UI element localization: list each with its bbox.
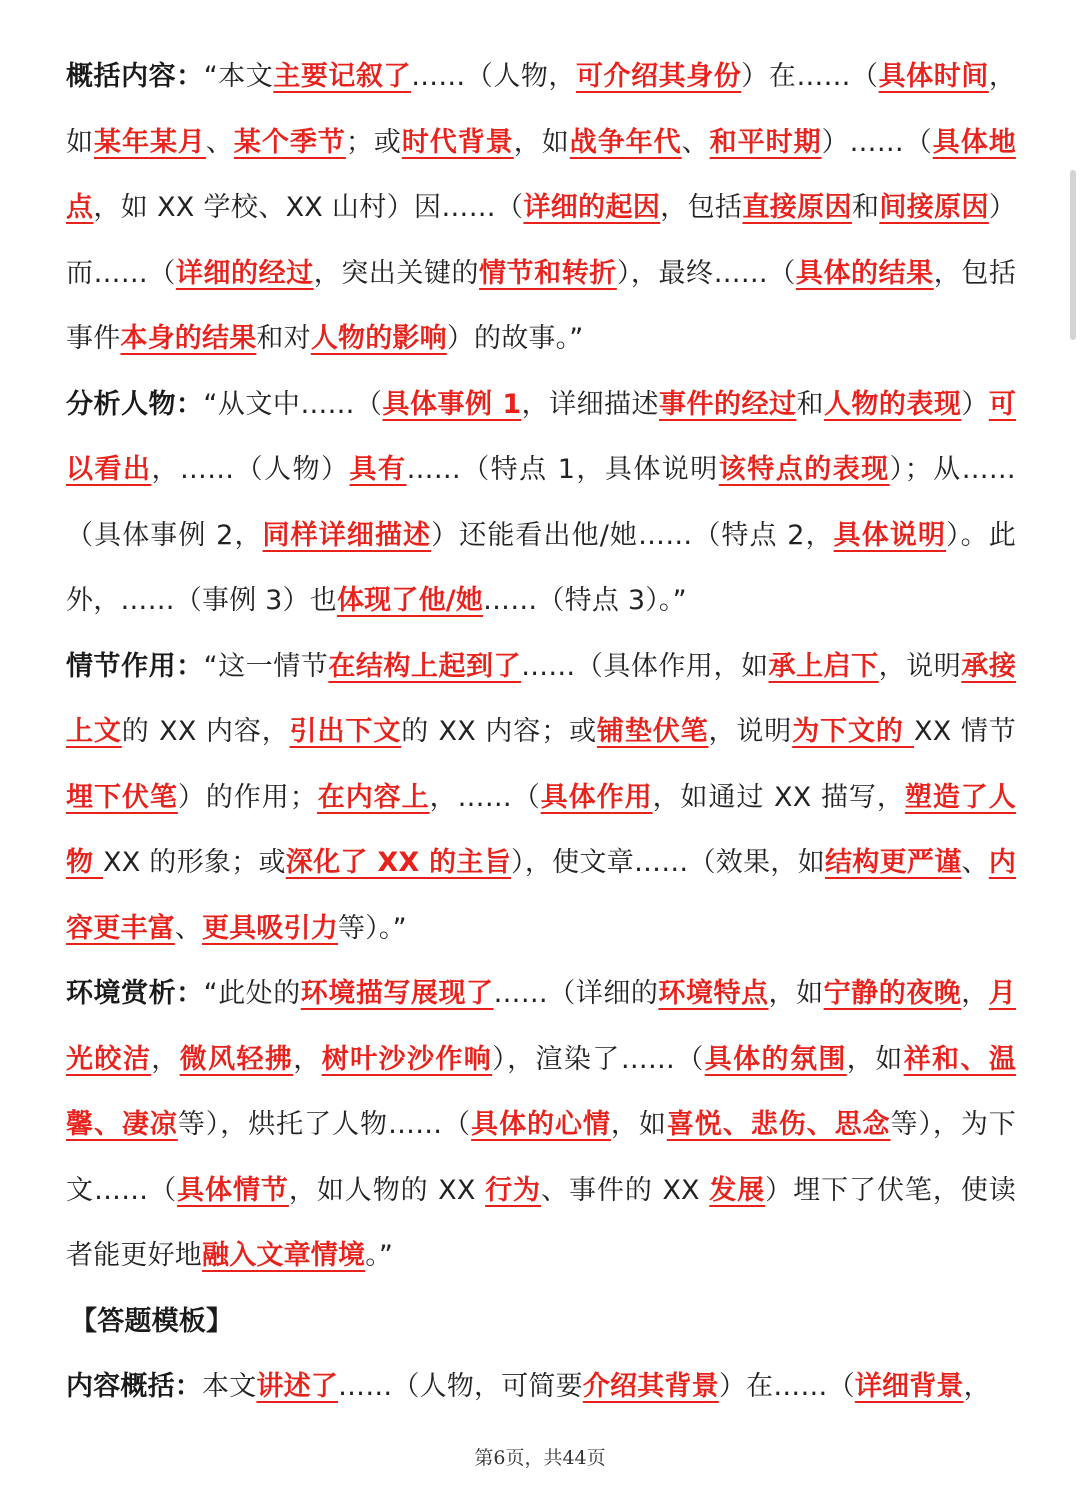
highlighted-phrase: 可介绍其身份 xyxy=(575,61,742,92)
body-text: ，如通过 XX 描写， xyxy=(652,781,905,813)
body-text: “这一情节 xyxy=(203,650,329,682)
highlighted-phrase: 详细的起因 xyxy=(523,192,661,223)
body-text: ）的故事。” xyxy=(446,323,584,354)
body-text: XX 的形象；或 xyxy=(103,847,286,878)
highlighted-phrase: 环境描写展现了 xyxy=(300,978,494,1009)
document-body xyxy=(66,44,1016,1420)
body-text: 和 xyxy=(796,388,824,420)
paragraph xyxy=(66,961,1016,1289)
highlighted-phrase: 详细的经过 xyxy=(175,257,314,289)
highlighted-phrase: 更具吸引力 xyxy=(202,912,339,944)
highlighted-phrase: 微风轻拂 xyxy=(179,1043,294,1075)
paragraph xyxy=(66,372,1016,634)
highlighted-phrase: 讲述了 xyxy=(256,1371,339,1402)
body-text: ，说明 xyxy=(708,716,793,747)
highlighted-phrase: 同样详细描述 xyxy=(262,519,432,551)
body-text: 等），烘托了人物……（ xyxy=(177,1109,472,1140)
highlighted-phrase: 直接原因 xyxy=(742,192,852,223)
highlighted-phrase: 和平时期 xyxy=(709,126,822,158)
highlighted-phrase: 具体地点 xyxy=(66,126,1016,223)
paragraph xyxy=(66,1289,1016,1355)
highlighted-phrase: 发展 xyxy=(709,1174,766,1206)
section-heading: 【答题模板】 xyxy=(70,1305,234,1337)
section-label: 概括内容： xyxy=(66,61,204,92)
highlighted-phrase: 该特点的表现 xyxy=(718,454,890,485)
body-text: ，如 xyxy=(610,1109,667,1140)
body-text: ，如人物的 XX xyxy=(288,1174,486,1206)
highlighted-phrase: 具体时间 xyxy=(878,61,989,92)
body-text: ，详细描述 xyxy=(521,388,660,420)
body-text: ）还能看出他/她……（特点 2， xyxy=(431,519,834,551)
body-text: 的 XX 内容；或 xyxy=(401,716,597,747)
highlighted-phrase: 具体的结果 xyxy=(795,257,934,289)
body-text: ……（特点 1，具体说明 xyxy=(406,454,719,485)
paragraph xyxy=(66,634,1016,962)
body-text: ，……（ xyxy=(429,781,541,813)
highlighted-phrase: 宁静的夜晚 xyxy=(823,978,962,1009)
body-text: “此处的 xyxy=(203,978,301,1009)
highlighted-phrase: 在内容上 xyxy=(316,781,430,813)
body-text: ）在……（ xyxy=(741,61,879,92)
highlighted-phrase: 承上启下 xyxy=(768,650,879,682)
section-label: 内容概括： xyxy=(66,1371,202,1402)
highlighted-phrase: 某年某月 xyxy=(93,126,206,158)
body-text: “本文 xyxy=(203,61,274,92)
body-text: ）的作用； xyxy=(177,781,317,813)
body-text: ， xyxy=(963,1371,991,1402)
body-text: 本文 xyxy=(202,1371,257,1402)
highlighted-phrase: 具体情节 xyxy=(177,1174,289,1206)
body-text: ） xyxy=(961,388,989,420)
highlighted-phrase: 为下文的 xyxy=(792,716,915,747)
highlighted-phrase: 主要记叙了 xyxy=(273,61,412,92)
highlighted-phrase: 人物的表现 xyxy=(823,388,962,420)
highlighted-phrase: 详细背景 xyxy=(854,1371,964,1402)
body-text: 的 XX 内容， xyxy=(121,716,290,747)
highlighted-phrase: 具体事例 1 xyxy=(382,388,522,420)
highlighted-phrase: 环境特点 xyxy=(658,978,769,1009)
body-text: ），渲染了……（ xyxy=(492,1043,705,1075)
body-text: ），最终……（ xyxy=(616,257,796,289)
highlighted-phrase: 行为 xyxy=(485,1174,541,1206)
highlighted-phrase: 具体的心情 xyxy=(471,1109,611,1140)
highlighted-phrase: 介绍其背景 xyxy=(582,1371,719,1402)
paragraph xyxy=(66,1354,1016,1420)
highlighted-phrase: 埋下伏笔 xyxy=(66,781,178,813)
body-text: 和对 xyxy=(256,323,311,354)
highlighted-phrase: 某个季节 xyxy=(233,126,346,158)
body-text: ， xyxy=(151,1043,180,1075)
body-text: ）……（ xyxy=(821,126,933,158)
highlighted-phrase: 情节和转折 xyxy=(479,257,617,289)
body-text: ）而……（ xyxy=(66,192,1017,289)
highlighted-phrase: 结构更严谨 xyxy=(825,847,962,878)
body-text: ……（人物， xyxy=(411,61,576,92)
highlighted-phrase: 内容更丰富 xyxy=(66,847,1017,944)
highlighted-phrase: 本身的结果 xyxy=(120,323,257,354)
highlighted-phrase: 引出下文 xyxy=(289,716,402,747)
section-label: 环境赏析： xyxy=(66,978,204,1009)
body-text: ，如 xyxy=(846,1043,904,1075)
highlighted-phrase: 时代背景 xyxy=(401,126,514,158)
body-text: ，……（人物） xyxy=(151,454,350,485)
body-text: ，突出关键的 xyxy=(313,257,480,289)
body-text: 、 xyxy=(205,126,234,158)
body-text: 、事件的 XX xyxy=(541,1174,710,1206)
body-text: ，如 xyxy=(768,978,824,1009)
body-text: 、 xyxy=(174,912,203,944)
highlighted-phrase: 战争年代 xyxy=(569,126,682,158)
body-text: XX 情节 xyxy=(914,716,1016,747)
body-text: ……（特点 3）。” xyxy=(483,585,687,616)
highlighted-phrase: 铺垫伏笔 xyxy=(596,716,709,747)
page-number: 第6页，共44页 xyxy=(474,1447,606,1469)
body-text: ，如 xyxy=(66,61,1017,158)
section-label: 情节作用： xyxy=(66,650,204,682)
highlighted-phrase: 间接原因 xyxy=(879,192,989,223)
highlighted-phrase: 具体作用 xyxy=(540,781,653,813)
body-text: ）；从……（具体事例 2， xyxy=(66,454,1016,551)
body-text: ， xyxy=(293,1043,322,1075)
body-text: ……（具体作用，如 xyxy=(521,650,769,682)
body-text: “从文中……（ xyxy=(203,388,383,420)
body-text: 、 xyxy=(961,847,989,878)
highlighted-phrase: 具体说明 xyxy=(833,519,947,551)
highlighted-phrase: 具有 xyxy=(349,454,407,485)
highlighted-phrase: 深化了 XX 的主旨 xyxy=(285,847,512,878)
highlighted-phrase: 人物的影响 xyxy=(310,323,447,354)
highlighted-phrase: 塑造了人物 xyxy=(66,781,1016,878)
body-text: ），使文章……（效果，如 xyxy=(511,847,825,878)
highlighted-phrase: 融入文章情境 xyxy=(202,1240,366,1271)
highlighted-phrase: 可以看出 xyxy=(66,388,1017,485)
paragraph xyxy=(66,44,1016,372)
body-text: ，包括 xyxy=(660,192,743,223)
highlighted-phrase: 具体的氛围 xyxy=(704,1043,847,1075)
body-text: ，如 xyxy=(513,126,570,158)
body-text: ）埋下了伏笔，使读者能更好地 xyxy=(66,1174,1016,1271)
highlighted-phrase: 体现了他/她 xyxy=(336,585,484,616)
body-text: ……（人物，可简要 xyxy=(338,1371,583,1402)
highlighted-phrase: 事件的经过 xyxy=(659,388,797,420)
body-text: 等），为下文……（ xyxy=(66,1109,1017,1206)
body-text: ，说明 xyxy=(878,650,962,682)
highlighted-phrase: 祥和、温馨、凄凉 xyxy=(66,1043,1017,1140)
body-text: 、 xyxy=(681,126,710,158)
body-text: ……（详细的 xyxy=(493,978,659,1009)
section-label: 分析人物： xyxy=(66,388,204,420)
highlighted-phrase: 树叶沙沙作响 xyxy=(321,1043,493,1075)
scrollbar-thumb[interactable] xyxy=(1070,170,1076,340)
body-text: ）。此外，……（事例 3）也 xyxy=(66,519,1016,616)
body-text: 。” xyxy=(365,1240,394,1271)
highlighted-phrase: 喜悦、悲伤、思念 xyxy=(666,1109,891,1140)
body-text: 和 xyxy=(851,192,880,223)
highlighted-phrase: 在结构上起到了 xyxy=(328,650,522,682)
body-text: 等）。” xyxy=(338,912,407,944)
body-text: ）在……（ xyxy=(718,1371,855,1402)
highlighted-phrase: 承接上文 xyxy=(66,650,1017,747)
highlighted-phrase: 月光皎洁 xyxy=(66,978,1017,1075)
body-text: ， xyxy=(961,978,989,1009)
body-text: ，如 XX 学校、XX 山村）因……（ xyxy=(93,192,524,223)
body-text: ，包括事件 xyxy=(66,257,1017,354)
body-text: ；或 xyxy=(345,126,402,158)
